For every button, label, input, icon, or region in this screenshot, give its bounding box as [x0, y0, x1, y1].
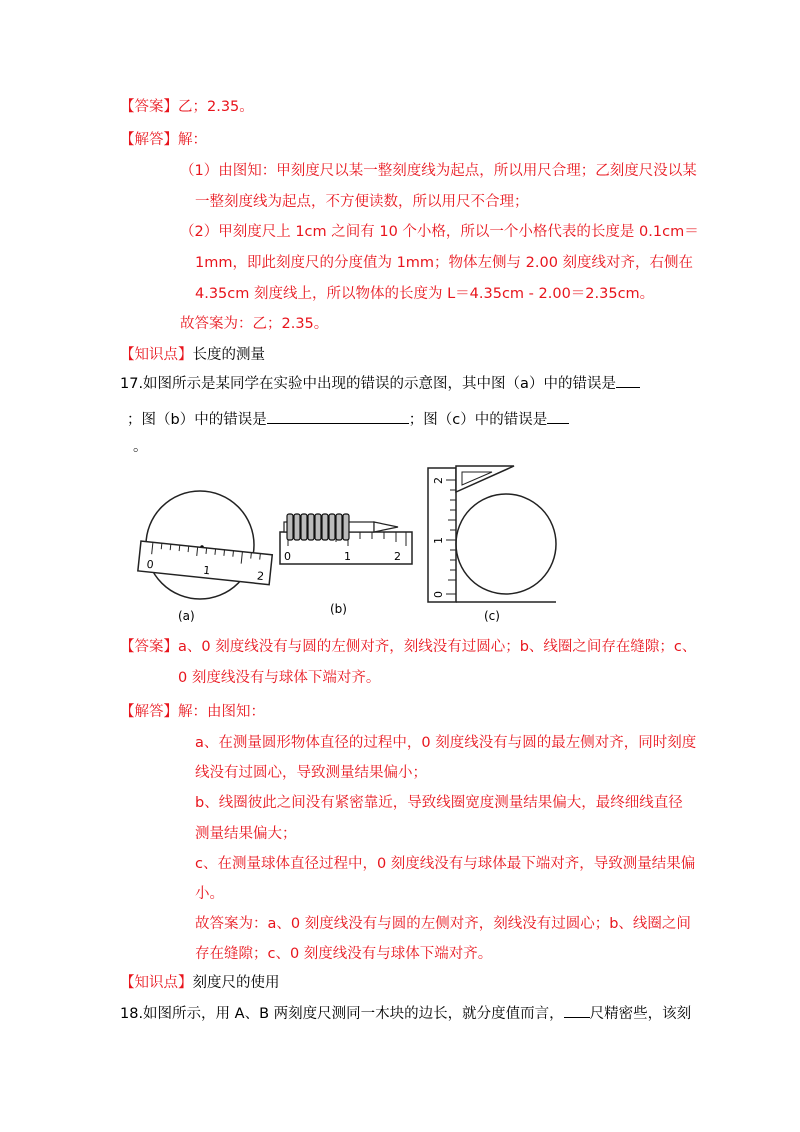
analysis-lead: 解：由图知：	[178, 704, 265, 720]
q16-analysis-text: （2）甲刻度尺上 1cm 之间有 10 个小格，所以一个小格代表的长度是 0.1cm＝	[180, 224, 699, 240]
q17-analysis-text: 故答案为：a、0 刻度线没有与圆的左侧对齐，刻线没有过圆心；b、线圈之间	[195, 916, 691, 932]
answer-tag: 【答案】	[120, 99, 178, 115]
answer-blank-a	[616, 373, 640, 388]
q17-figure	[136, 460, 576, 630]
q16-answer-line	[120, 97, 254, 117]
tick-label: 2	[256, 569, 265, 584]
analysis-tag: 【解答】	[120, 132, 178, 148]
rod-tip	[374, 522, 398, 532]
q17-analysis-text: c、在测量球体直径过程中，0 刻度线没有与球体最下端对齐，导致测量结果偏	[195, 856, 696, 872]
q17-stem-text: 17.如图所示是某同学在实验中出现的错误的示意图，其中图（a）中的错误是	[120, 376, 616, 392]
tick-label: 0	[432, 591, 445, 598]
q17-knowledge-point	[120, 973, 280, 993]
answer-blank-q18	[564, 1003, 590, 1018]
q17-stem-line-2	[127, 409, 569, 430]
tick-label: 1	[202, 563, 211, 578]
answer-tag: 【答案】	[120, 639, 178, 655]
kp-tag: 【知识点】	[120, 975, 193, 991]
tick-label: 2	[394, 550, 401, 563]
kp-text: 刻度尺的使用	[192, 975, 280, 991]
figure-b	[280, 514, 412, 616]
q16-analysis-text: 故答案为：乙；2.35。	[180, 316, 329, 332]
q17-analysis-text: 小。	[195, 886, 224, 902]
caption-a: (a)	[178, 609, 195, 623]
set-square	[456, 466, 514, 492]
q17-analysis-text: 存在缝隙；c、0 刻度线没有与球体下端对齐。	[195, 946, 493, 962]
kp-text: 长度的测量	[192, 347, 265, 363]
answer-blank-c	[547, 409, 569, 424]
figure-a	[138, 491, 272, 623]
coil	[287, 514, 349, 540]
q18-stem-line	[120, 1003, 691, 1024]
q16-knowledge-point	[120, 345, 265, 365]
tick-label: 2	[432, 477, 445, 484]
q16-analysis-text: （1）由图知：甲刻度尺以某一整刻度线为起点，所以用尺合理；乙刻度尺没以某	[180, 163, 697, 179]
q17-stem-text: ；图（b）中的错误是	[127, 412, 267, 428]
q17-answer-line-2: 0 刻度线没有与球体下端对齐。	[178, 670, 381, 686]
ruler-c	[428, 468, 456, 602]
answer-text: a、0 刻度线没有与圆的左侧对齐，刻线没有过圆心；b、线圈之间存在缝隙；c、	[178, 639, 697, 655]
figure-c	[428, 466, 556, 623]
analysis-tag: 【解答】	[120, 704, 178, 720]
answer-text: 乙；2.35。	[178, 99, 254, 115]
q16-analysis-text: 4.35cm 刻度线上，所以物体的长度为 L＝4.35cm ‑ 2.00＝2.35cm。	[195, 286, 655, 302]
tick-label: 0	[145, 557, 155, 572]
analysis-lead: 解：	[178, 132, 207, 148]
q16-analysis-text: 1mm，即此刻度尺的分度值为 1mm；物体左侧与 2.00 刻度线对齐，右侧在	[195, 255, 694, 271]
q18-stem-text: 尺精密些，该刻	[589, 1006, 692, 1022]
caption-c: (c)	[484, 609, 500, 623]
tick-label: 1	[432, 537, 445, 544]
q18-stem-text: 18.如图所示，用 A、B 两刻度尺测同一木块的边长，就分度值而言，	[120, 1006, 564, 1022]
q17-stem-line-3: 。	[133, 439, 148, 455]
q17-analysis-text: 线没有过圆心，导致测量结果偏小；	[195, 765, 427, 781]
tick-label: 0	[284, 550, 291, 563]
q17-analysis-text: 测量结果偏大；	[195, 826, 297, 842]
q17-analysis-text: a、在测量圆形物体直径的过程中，0 刻度线没有与圆的最左侧对齐，同时刻度	[195, 735, 697, 751]
q16-analysis-text: 一整刻度线为起点，不方便读数，所以用尺不合理；	[195, 194, 529, 210]
q17-answer-line-1	[120, 637, 696, 657]
q17-analysis-line	[120, 702, 265, 722]
q17-stem-line-1	[120, 373, 640, 394]
caption-b: (b)	[330, 602, 347, 616]
q16-analysis-line	[120, 130, 207, 150]
kp-tag: 【知识点】	[120, 347, 193, 363]
q17-stem-text: ；图（c）中的错误是	[408, 412, 548, 428]
ball-object	[456, 494, 556, 594]
q17-analysis-text: b、线圈彼此之间没有紧密靠近，导致线圈宽度测量结果偏大，最终细线直径	[195, 795, 683, 811]
answer-blank-b	[267, 409, 409, 424]
tick-label: 1	[344, 550, 351, 563]
